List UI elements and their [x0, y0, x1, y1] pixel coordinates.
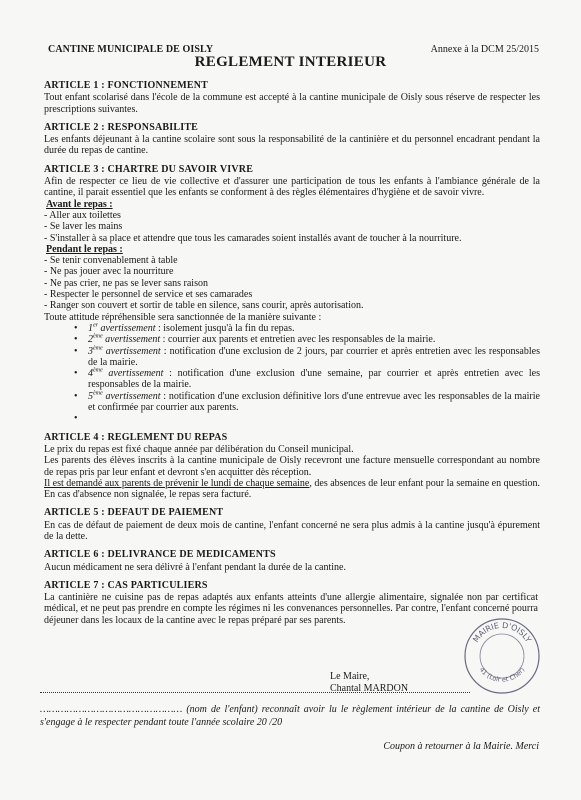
- during-meal-rule: - Ne pas crier, ne pas se lever sans raison: [44, 277, 208, 289]
- during-meal-rule: - Respecter le personnel de service et ses camarades: [44, 289, 253, 301]
- svg-text:41 (Loir et Cher): [478, 666, 527, 684]
- article-2-text: Les enfants déjeunant à la cantine scolaire sont sous la responsabilité de la cantinière et du personnel encadrant pendant la durée du repas de cantine.: [44, 134, 540, 157]
- organization-name: CANTINE MUNICIPALE DE OISLY: [48, 44, 214, 55]
- before-meal-rule: - Aller aux toilettes: [44, 209, 121, 221]
- article-4-price: Le prix du repas est fixé chaque année par délibération du Conseil municipal.: [44, 443, 354, 455]
- before-meal-rule: - Se laver les mains: [44, 221, 123, 233]
- svg-text:MAIRIE D'OISLY: [471, 621, 532, 644]
- town-hall-stamp: [462, 616, 542, 696]
- coupon-return-note: Coupon à retourner à la Mairie. Merci: [383, 741, 539, 752]
- signature-role: Le Maire,: [330, 671, 370, 682]
- annex-reference: Annexe à la DCM 25/2015: [430, 44, 539, 55]
- article-4-absence: Il est demandé aux parents de prévenir le lundi de chaque semaine, des absences de leur enfant pour la semaine en question. En cas d'absence non signalée, le repas sera facturé.: [44, 477, 540, 501]
- during-meal-heading: Pendant le repas :: [46, 243, 123, 255]
- article-3-title: ARTICLE 3 : CHARTRE DU SAVOIR VIVRE: [44, 163, 254, 175]
- sanction-list: [44, 323, 540, 425]
- sanction-item: • 3ème avertissement : notification d'une exclusion de 2 jours, par courrier et après entretien avec les responsables de la mairie.: [76, 346, 540, 369]
- before-meal-heading: Avant le repas :: [46, 198, 113, 210]
- stamp-text-top: MAIRIE D'OISLY: [471, 620, 533, 644]
- article-1-title: ARTICLE 1 : FONCTIONNEMENT: [44, 80, 209, 91]
- article-1-text: Tout enfant scolarisé dans l'école de la commune est accepté à la cantine municipale de Oisly sous réserve de respecter les prescriptions suivantes.: [44, 92, 540, 115]
- return-coupon: [40, 703, 540, 729]
- during-meal-rule: - Ranger son couvert et sortir de table en silence, sans courir, après autorisation.: [44, 300, 364, 312]
- article-5-title: ARTICLE 5 : DEFAUT DE PAIEMENT: [44, 507, 224, 519]
- sanction-item: • 1er avertissement : isolement jusqu'à la fin du repas.: [76, 323, 540, 334]
- stamp-text-bottom: 41 (Loir et Cher): [477, 665, 527, 684]
- document-body: [44, 80, 540, 626]
- sanction-item-empty: [76, 413, 540, 424]
- sanction-item: • 5ème avertissement : notification d'une exclusion définitive lors d'une entrevue avec les responsables de la mairie et confirmée par courrier aux parents.: [76, 391, 540, 414]
- coupon-statement: (nom de l'enfant) reconnaît avoir lu le règlement intérieur de la cantine de Oisly et s'engage à le respecter pendant toute l'année scolaire 20 /20: [40, 704, 540, 728]
- article-5-text: En cas de défaut de paiement de deux mois de cantine, l'enfant concerné ne sera plus admis à la cantine jusqu'à épurement de la dette.: [44, 519, 540, 542]
- document-title: REGLEMENT INTERIEUR: [194, 54, 387, 70]
- article-2-title: ARTICLE 2 : RESPONSABILITE: [44, 121, 199, 133]
- sanction-item: • 4ème avertissement : notification d'une exclusion d'une semaine, par courrier et après entretien avec les responsables de la mairie.: [76, 368, 540, 391]
- article-4-title: ARTICLE 4 : REGLEMENT DU REPAS: [44, 431, 228, 443]
- article-6-text: Aucun médicament ne sera délivré à l'enfant pendant la durée de la cantine.: [44, 561, 346, 573]
- article-6-title: ARTICLE 6 : DELIVRANCE DE MEDICAMENTS: [44, 549, 276, 561]
- child-name-blank: …………………………………………: [40, 704, 183, 715]
- before-meal-rule: - S'installer à sa place et attendre que tous les camarades soient installés avant de toucher à la nourriture.: [44, 232, 462, 244]
- cut-line: [40, 692, 470, 693]
- sanction-intro: Toute attitude répréhensible sera sanctionnée de la manière suivante :: [44, 311, 322, 323]
- sanction-item: • 2ème avertissement : courrier aux parents et entretien avec les responsables de la mairie.: [76, 334, 540, 345]
- during-meal-rule: - Ne pas jouer avec la nourriture: [44, 266, 174, 278]
- article-3-intro: Afin de respecter ce lieu de vie collective et d'assurer une participation de tous les enfants à l'ambiance générale de la cantine, il parait essentiel que les enfants se conforment à des règles élémentaires d'hygiène et de savoir vivre.: [44, 176, 540, 199]
- article-7-title: ARTICLE 7 : CAS PARTICULIERS: [44, 579, 208, 591]
- article-7-text: La cantinière ne cuisine pas de repas adaptés aux enfants atteints d'une allergie alimentaire, signalée non par certificat médical, et ne peut pas prendre en compte les régimes ni les convenances personnelles. Par contre, l'enfant concerné pourra déjeuner dans les locaux de la cantine avec le repas préparé par ses parents.: [44, 592, 538, 626]
- during-meal-rule: - Se tenir convenablement à table: [44, 255, 178, 267]
- signature-name: Chantal MARDON: [330, 683, 409, 694]
- article-4-billing: Les parents des élèves inscrits à la cantine municipale de Oisly recevront une facture mensuelle correspondant au nombre de repas pris par leur enfant et devront s'en acquitter dès réception.: [44, 455, 540, 478]
